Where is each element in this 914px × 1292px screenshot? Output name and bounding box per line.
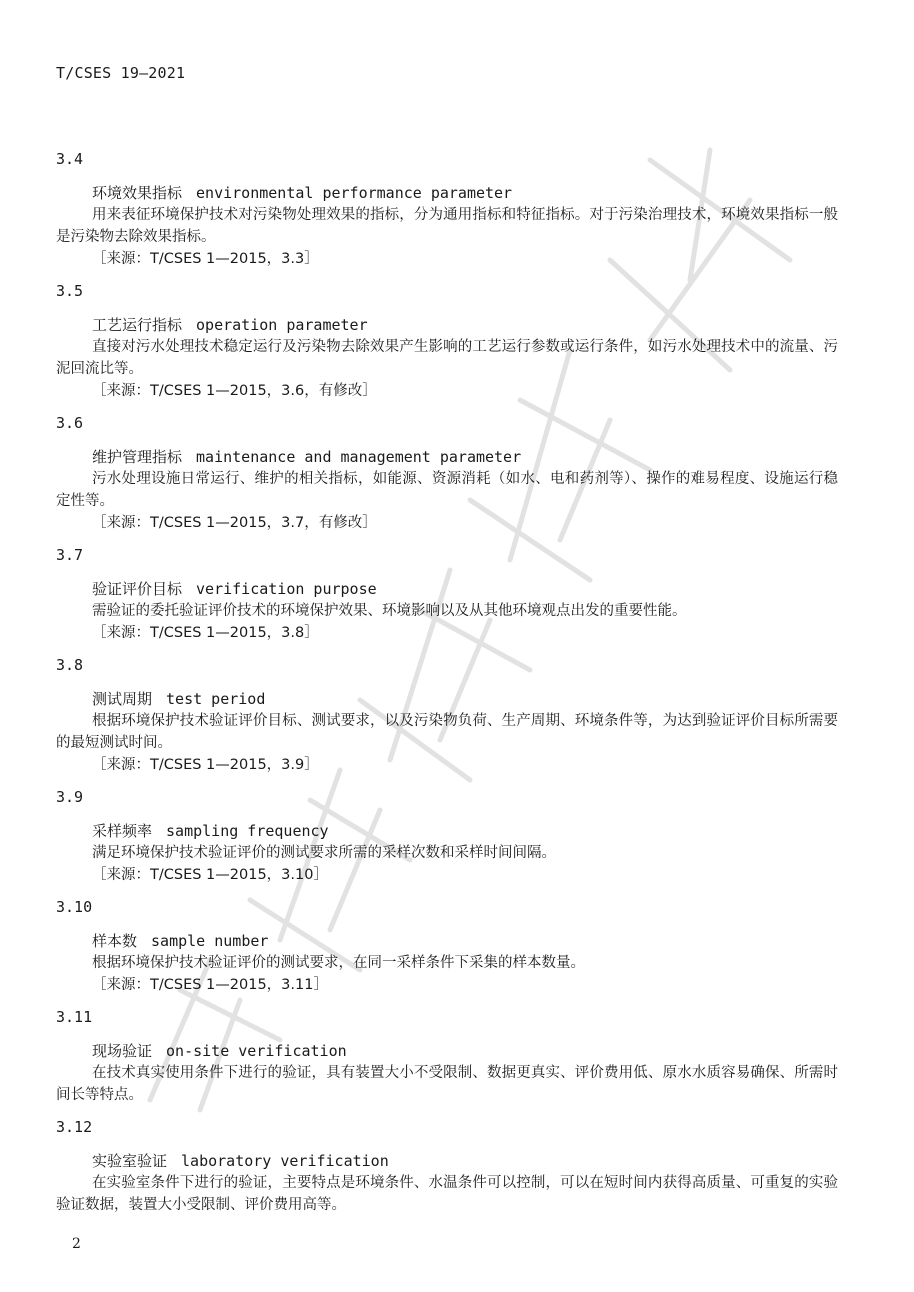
term-english: sample number [151, 932, 269, 950]
term-chinese: 验证评价目标 [92, 580, 183, 598]
term-title [56, 820, 838, 842]
clause-number: 3.7 [56, 546, 84, 564]
clause-number: 3.6 [56, 414, 84, 432]
term-title [56, 182, 838, 204]
clause-number: 3.4 [56, 150, 84, 168]
term-entry [56, 654, 838, 786]
clause-number: 3.5 [56, 282, 84, 300]
term-definition: 在技术真实使用条件下进行的验证，具有装置大小不受限制、数据更真实、评价费用低、原水水质容易确保、所需时间长等特点。 [56, 1065, 838, 1103]
document-code: T/CSES 19—2021 [56, 64, 186, 82]
term-definition: 直接对污水处理技术稳定运行及污染物去除效果产生影响的工艺运行参数或运行条件，如污水处理技术中的流量、污泥回流比等。 [56, 339, 838, 377]
term-entry [56, 1006, 838, 1116]
term-source: ［来源：T/CSES 1—2015，3.7，有修改］ [92, 515, 377, 531]
term-english: test period [166, 690, 266, 708]
term-chinese: 采样频率 [92, 822, 153, 840]
term-entry [56, 544, 838, 654]
term-definition: 根据环境保护技术验证评价目标、测试要求，以及污染物负荷、生产周期、环境条件等，为达到验证评价目标所需要的最短测试时间。 [56, 713, 838, 751]
term-chinese: 实验室验证 [92, 1152, 168, 1170]
term-title [56, 314, 838, 336]
term-english: maintenance and management parameter [196, 448, 522, 466]
term-english: laboratory verification [181, 1152, 389, 1170]
term-english: on-site verification [166, 1042, 347, 1060]
term-entry [56, 786, 838, 896]
term-entry [56, 280, 838, 412]
term-english: operation parameter [196, 316, 368, 334]
terms-section [56, 148, 838, 1216]
term-definition: 需验证的委托验证评价技术的环境保护效果、环境影响以及从其他环境观点出发的重要性能。 [92, 603, 687, 619]
term-definition: 污水处理设施日常运行、维护的相关指标，如能源、资源消耗（如水、电和药剂等）、操作的难易程度、设施运行稳定性等。 [56, 471, 838, 509]
term-definition: 根据环境保护技术验证评价的测试要求，在同一采样条件下采集的样本数量。 [92, 955, 585, 971]
page-number: 2 [72, 1236, 81, 1252]
term-english: environmental performance parameter [196, 184, 513, 202]
term-entry [56, 412, 838, 544]
term-definition: 在实验室条件下进行的验证，主要特点是环境条件、水温条件可以控制，可以在短时间内获得高质量、可重复的实验验证数据，装置大小受限制、评价费用高等。 [56, 1175, 838, 1213]
term-chinese: 环境效果指标 [92, 184, 183, 202]
term-title [56, 446, 838, 468]
term-chinese: 工艺运行指标 [92, 316, 183, 334]
term-chinese: 测试周期 [92, 690, 153, 708]
term-chinese: 现场验证 [92, 1042, 153, 1060]
term-title [56, 1040, 838, 1062]
term-source: ［来源：T/CSES 1—2015，3.3］ [92, 251, 319, 267]
clause-number: 3.8 [56, 656, 84, 674]
term-english: verification purpose [196, 580, 377, 598]
clause-number: 3.10 [56, 898, 93, 916]
term-chinese: 维护管理指标 [92, 448, 183, 466]
clause-number: 3.12 [56, 1118, 93, 1136]
term-source: ［来源：T/CSES 1—2015，3.8］ [92, 625, 319, 641]
term-source: ［来源：T/CSES 1—2015，3.6，有修改］ [92, 383, 377, 399]
clause-number: 3.9 [56, 788, 84, 806]
term-entry [56, 896, 838, 1006]
term-definition: 用来表征环境保护技术对污染物处理效果的指标，分为通用指标和特征指标。对于污染治理技术，环境效果指标一般是污染物去除效果指标。 [56, 207, 838, 245]
clause-number: 3.11 [56, 1008, 93, 1026]
term-chinese: 样本数 [92, 932, 138, 950]
term-source: ［来源：T/CSES 1—2015，3.11］ [92, 977, 328, 993]
term-title [56, 930, 838, 952]
term-title [56, 578, 838, 600]
term-entry [56, 1116, 838, 1216]
term-english: sampling frequency [166, 822, 329, 840]
term-source: ［来源：T/CSES 1—2015，3.9］ [92, 757, 319, 773]
term-title [56, 688, 838, 710]
term-source: ［来源：T/CSES 1—2015，3.10］ [92, 867, 328, 883]
term-definition: 满足环境保护技术验证评价的测试要求所需的采样次数和采样时间间隔。 [92, 845, 556, 861]
term-entry [56, 148, 838, 280]
term-title [56, 1150, 838, 1172]
